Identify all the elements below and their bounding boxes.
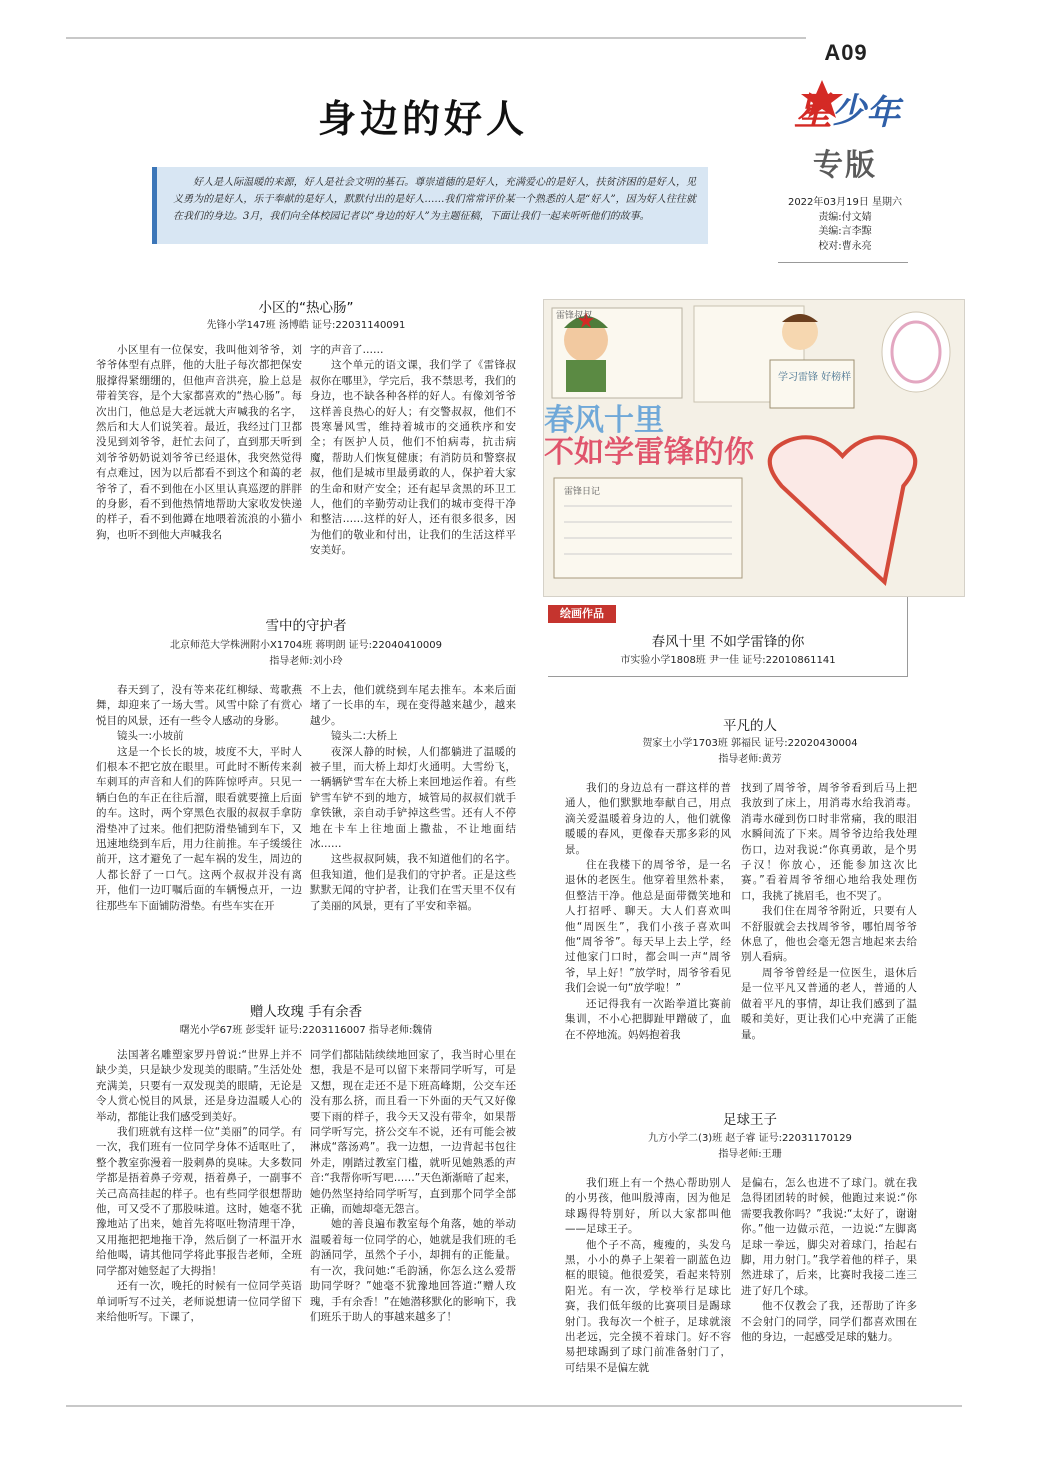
article-4-title: 平凡的人 [723,718,777,734]
article-1-col-2 [310,343,516,580]
intro-box: 好人是人际温暖的来源，好人是社会文明的基石。尊崇道德的是好人，充满爱心的是好人，扶贫济困的是好人，见义勇为的是好人，乐于奉献的是好人，默默付出的是好人……我们常常评价某一个熟悉的人是“好人”，因为好人往往就在我们的身边。3月，我们向全体校园记者以“身边的好人”为主题征稿，下面让我们一起来听听他们的故事。 [152,167,708,244]
header-underline [778,262,908,263]
article-5-teacher: 指导老师:王珊 [718,1149,782,1160]
paragraph: 还记得我有一次跆拳道比赛前集训，不小心把脚趾甲蹭破了，血在不停地流。妈妈抱着我 [565,997,731,1041]
paragraph: 我们班上有一个热心帮助别人的小男孩，他叫殷溥南，因为他足球踢得特别好，所以大家都叫他——足球王子。 [565,1177,731,1236]
editor-credit: 责编:付文婧 [818,211,872,223]
article-3-col-2 [310,1048,516,1382]
paragraph: 字的声音了…… [310,344,384,356]
article-3-title: 赠人玫瑰 手有余香 [249,1004,363,1020]
paragraph: 找到了周爷爷，周爷爷看到后马上把我放到了床上，用消毒水给我消毒。消毒水碰到伤口时非常痛，我的眼泪水瞬间流了下来。周爷爷边给我处理伤口，边对我说:“你真勇敢，是个男子汉！你放心，还能参加这次比赛。”看着周爷爷细心地给我处理伤口，我挑了挑眉毛，也不哭了。 [741,782,917,902]
paragraph: 不上去，他们就绕到车尾去推车。本来后面堵了一长串的车，现在变得越来越少，越来越少。 [310,684,516,727]
article-5-title: 足球王子 [723,1112,777,1128]
paragraph: 我们住在周爷爷附近，只要有人不舒服就会去找周爷爷，哪怕周爷爷休息了，他也会毫无怨言地起来去给别人看病。 [741,905,917,964]
poster-label-left: 雷锋叔叔 [556,311,593,321]
article-3-byline: 曙光小学67班 彭雯轩 证号:2203116007 指导老师:魏倩 [179,1025,433,1036]
article-1-col-1 [96,343,302,580]
page-number: A09 [824,40,868,65]
article-4-col-2 [741,781,917,1051]
designer-credit: 美编:言李黥 [818,226,872,237]
artwork-photo [543,299,965,597]
poster-headline-2: 不如学雷锋的你 [544,435,754,470]
edition-label: 专版 [813,148,877,183]
paragraph: 还有一次，晚托的时候有一位同学英语单词听写不过关，老师说想请一位同学留下来给他听写。下课了， [96,1280,302,1323]
page-title: 身边的好人 [318,96,529,141]
article-1-byline: 先锋小学147班 汤博皓 证号:22031140091 [206,320,406,331]
paragraph: 住在我楼下的周爷爷，是一名退休的老医生。他穿着里然朴素，但整洁干净。他总是面带微笑地和人打招呼、聊天。大人们喜欢叫他“周医生”，我们小孩子喜欢叫他“周爷爷”。每天早上去上学，经过他家门口时，都会叫一声“周爷爷，早上好！”放学时，周爷爷看见我们会说一句“放学啦！” [565,859,731,995]
poster-label-scroll: 学习雷锋 好榜样 [778,372,852,383]
article-1-title: 小区的“热心肠” [258,300,354,316]
paragraph: 镜头一:小坡前 [117,730,184,743]
paragraph: 镜头二:大桥上 [331,730,398,743]
paragraph: 我们班就有这样一位“美丽”的同学。有一次，我们班有一位同学身体不适呕吐了，整个教室弥漫着一股刺鼻的臭味。大多数同学都是捂着鼻子旁观，捂着鼻子，一副事不关己高高挂起的样子。也有些同学很想帮助他，可又受不了那股味道。这时，她毫不犹豫地站了出来，她首先将呕吐物清理干净，又用拖把把地拖干净，然后倒了一杯温开水给他喝，请其他同学将此事报告老师，全班同学都对她竖起了大拇指！ [96,1126,302,1277]
svg-text:年: 年 [866,93,900,132]
paragraph: 她的善良遍布教室每个角落，她的举动温暖着每一位同学的心，她就是我们班的毛韵涵同学，虽然个子小，却拥有的正能量。有一次，我问她:“毛韵涵，你怎么这么爱帮助同学呀？”她毫不犹豫地回答道:“赠人玫瑰，手有余香！”在她潜移默化的影响下，我们班乐于助人的事越来越多了！ [310,1218,516,1323]
article-5-col-1 [565,1176,731,1386]
svg-text:星: 星 [794,89,833,132]
brand-logo [788,76,904,132]
poster-label-small: 雷锋日记 [564,487,601,497]
article-3-col-1 [96,1048,302,1382]
paragraph: 夜深人静的时候，人们都躺进了温暖的被子里，而大桥上却灯火通明。大雪纷飞，一辆辆铲雪车在大桥上来回地运作着。有些铲雪车铲不到的地方，城管局的叔叔们就手拿铁锹，亲自动手铲掉这些雪。还有人不停地在卡车上往地面上撒盐，不让地面结冰…… [310,745,516,851]
artwork-tag: 绘画作品 [548,605,616,623]
article-2-title: 雪中的守护者 [265,618,347,634]
article-5-byline: 九方小学二(3)班 赵子睿 证号:22031170129 [648,1133,852,1144]
article-2-teacher: 指导老师:刘小玲 [269,656,343,667]
article-2-byline: 北京师范大学株洲附小X1704班 蒋明朗 证号:22040410009 [169,640,442,651]
article-2-col-1 [96,683,302,965]
article-5-col-2 [741,1176,917,1386]
article-4-col-1 [565,781,731,1051]
bottom-rule [66,1405,962,1407]
masthead-meta [780,196,910,254]
artwork-title: 春风十里 不如学雷锋的你 [651,634,805,650]
paragraph: 这是一个长长的坡，坡度不大，平时人们根本不把它放在眼里。可此时不断传来刹车刺耳的声音和人们的阵阵惊呼声。只见一辆白色的车正在往后溜，眼看就要撞上后面的车。这时，两个穿黑色衣服的叔叔手拿防滑垫冲了过来。他们把防滑垫铺到车下，又迅速地绕到车后，用力往前推。车子缓缓往前开，这才避免了一起车祸的发生，周边的人都长舒了一口气。这两个叔叔并没有离开，他们一边叮嘱后面的车辆慢点开，一边往那些车下面铺防滑垫。有些车实在开 [96,745,302,912]
article-4-byline: 贺家土小学1703班 郭福民 证号:22020430004 [642,738,858,749]
paragraph: 周爷爷曾经是一位医生，退休后是一位平凡又普通的老人，普通的人做着平凡的事情，却让我们感到了温暖和美好，更让我们心中充满了正能量。 [741,966,917,1041]
paragraph: 法国著名雕塑家罗丹曾说:“世界上并不缺少美，只是缺少发现美的眼睛。”生活处处充满美，只要有一双发现美的眼睛，无论是令人赏心悦目的风景，还是身边温暖人心的举动，都能让我们感受到美好。 [96,1049,302,1123]
top-rule [66,37,806,39]
proofreader-credit: 校对:曹永亮 [818,240,872,252]
article-4-teacher: 指导老师:黄芳 [718,754,782,765]
svg-text:少: 少 [832,91,866,131]
paragraph: 我们的身边总有一群这样的普通人，他们默默地奉献自己，用点滴关爱温暖着身边的人，他们就像暖暖的春风，更像春天那多彩的风景。 [565,782,731,856]
paragraph: 他个子不高，瘦瘦的，头发乌黑，小小的鼻子上架着一副蓝色边框的眼镜。他很爱笑，看起来特别阳光。有一次，学校举行足球比赛，我们低年级的比赛项目是踢球射门。我每次一个桩子，足球就滚出老远，完全摸不着球门。好不容易把球踢到了球门前准备射门了，可结果不是偏左就 [565,1238,731,1374]
article-2-col-2 [310,683,516,965]
artwork-byline: 市实验小学1808班 尹一佳 证号:22010861141 [620,655,836,666]
paragraph: 这个单元的语文课，我们学了《雷锋叔叔你在哪里》，学完后，我不禁思考，我们的身边，也不缺各种各样的好人。有像刘爷爷这样善良热心的好人；有交警叔叔，他们不畏寒暑风雪，维持着城市的交通秩序和安全；有医护人员，他们不怕病毒，抗击病魔，帮助人们恢复健康；有消防员和警察叔叔，他们是城市里最勇敢的人，保护着大家的生命和财产安全；还有起早贪黑的环卫工人，他们的辛勤劳动让我们的城市变得干净和整洁……这样的好人，还有很多很多，因为他们的敬业和付出，让我们的生活这样平安美好。 [310,359,516,557]
paragraph: 是偏右，怎么也进不了球门。就在我急得团团转的时候，他跑过来说:“你需要我教你吗？”我说:“太好了，谢谢你。”他一边做示范，一边说:“左脚离足球一拳远，脚尖对着球门，抬起右脚，用力射门。”我学着他的样子，果然进球了，后来，比赛时我接二连三进了好几个球。 [741,1177,917,1297]
paragraph: 小区里有一位保安，我叫他刘爷爷，刘爷爷体型有点胖，他的大肚子每次都把保安服撑得紧绷绷的，但他声音洪亮，脸上总是带着笑容，是个大家都喜欢的“热心肠”。每次出门，他总是大老远就大声喊我的名字，然后和大人们说笑着。最近，我经过门卫都没见到刘爷爷，赶忙去问了，直到那天听到刘爷爷奶奶说刘爷爷已经退休，我突然觉得有点难过，因为以后都看不到这个和蔼的老爷爷了，看不到他在小区里认真巡逻的胖胖的身影，看不到他热情地帮助大家收发快递的样子，看不到他蹲在地喂着流浪的小猫小狗，也听不到他大声喊我名 [96,344,302,541]
paragraph: 春天到了，没有等来花红柳绿、莺歌燕舞，却迎来了一场大雪。风雪中除了有赏心悦目的风景，还有一些令人感动的身影。 [96,684,302,727]
paragraph: 这些叔叔阿姨，我不知道他们的名字。但我知道，他们是我们的守护者。正是这些默默无闻的守护者，让我们在雪天里不仅有了美丽的风景，更有了平安和幸福。 [310,853,516,912]
issue-date: 2022年03月19日 星期六 [787,197,903,208]
poster-headline-1: 春风十里 [544,403,664,438]
paragraph: 同学们都陆陆续续地回家了，我当时心里在想，我是不是可以留下来帮同学听写，可是又想，现在走还不是下班高峰期，公交车还没有那么挤，而且看一下外面的天气又好像要下雨的样子，我今天又没有带伞，如果帮同学听写完，挤公交车不说，还有可能会被淋成“落汤鸡”。我一边想，一边背起书包往外走，刚踏过教室门槛，就听见她熟悉的声音:“我帮你听写吧……”天色渐渐暗了起来，她仍然坚持给同学听写，直到那个同学全部正确，而她却毫无怨言。 [310,1049,516,1216]
paragraph: 他不仅教会了我，还帮助了许多不会射门的同学，同学们都喜欢围在他的身边，一起感受足球的魅力。 [741,1300,917,1344]
